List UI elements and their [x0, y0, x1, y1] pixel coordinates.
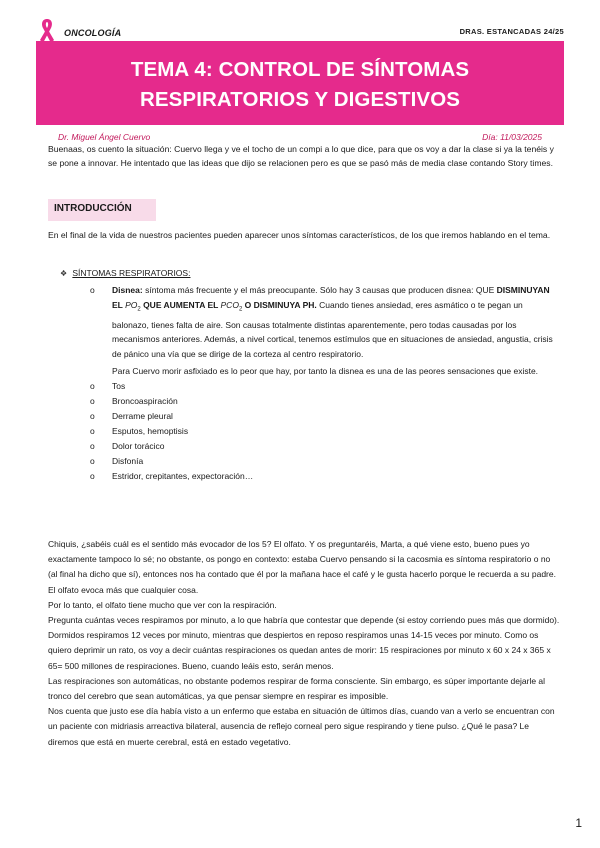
bullet: o [90, 440, 95, 451]
disnea-t2: Cuando tienes ansiedad, eres asmático o te pegan un balonazo, tienes falta de aire. Son causas totalmente distintas aparentemente, pero todas causadas por los mecanismos anteriores. Además, a nivel cortical, tenemos estímulos que en situaciones de ansiedad, angustia, crisis de pánico una vía que se dirige de la corteza al centro respiratorio. [112, 299, 553, 360]
course-label: DRAS. ESTANCADAS 24/25 [459, 27, 564, 36]
document-title [36, 55, 564, 115]
brand-title: ONCOLOGÍA [64, 28, 122, 38]
list-item-text: Esputos, hemoptisis [112, 425, 189, 436]
title-line-2: RESPIRATORIOS Y DIGESTIVOS [139, 88, 461, 111]
list-item-text: Estridor, crepitantes, expectoración… [112, 470, 254, 481]
list-item [90, 379, 560, 394]
list-item [90, 439, 560, 454]
disnea-text [112, 283, 560, 362]
paragraph-caso: Nos cuenta que justo ese día había visto a un enfermo que estaba en situación de últimos días, cuando van a verlo se encuentran con un paciente con midriasis arreactiva bilateral, ausencia de reflejo corneal pero sigue respirando y tiene pulso. ¿Qué le pasa? Le diremos que está en muerte cerebral, está en estado vegetativo. [48, 706, 555, 747]
disnea-term: Disnea: [112, 285, 143, 295]
paragraph-frecuencia: Pregunta cuántas veces respiramos por minuto, a lo que habría que contestar que depende (si estoy corriendo pues más que dormido). Dormidos respiramos 12 veces por minuto, mientras que despiertos en reposo respiramos unas 14-15 veces por minuto. Como os quiero deprimir un rato, os voy a decir cuántas respiraciones os quedan antes de morir: 15 respiraciones por minuto x 60 x 24 x 365 x 65= 500 millones de respiraciones. Bueno, cuando leáis esto, serán menos. [48, 615, 560, 671]
date: Día: 11/03/2025 [482, 132, 542, 142]
list-item [90, 409, 560, 424]
bullet: o [90, 455, 95, 466]
paragraph-automaticas: Las respiraciones son automáticas, no obstante podemos respirar de forma consciente. Sin embargo, es súper importante dejarle al tronco del cerebro que sean automáticas, ya que pensar siempre en respirar es imposible. [48, 675, 546, 702]
list-item [90, 454, 560, 469]
po2-sub: 2 [137, 306, 141, 313]
intro-paragraph: Buenaas, os cuento la situación: Cuervo llega y ve el tocho de un compi a lo que dice, para que os voy a dar la clase si ya la tenéis y se pone a innovar. He intentado que las ideas que dijo se relacionen pero es que se pasó más de media clase contando Story times. [48, 144, 554, 169]
symptom-list [90, 283, 560, 483]
bullet: o [90, 410, 95, 421]
subsection-heading [60, 268, 190, 278]
list-item [90, 469, 560, 484]
body-text [48, 537, 560, 750]
subsection-label: SÍNTOMAS RESPIRATORIOS: [72, 268, 191, 278]
list-item-text: Disfonía [112, 455, 144, 466]
list-item-text: Dolor torácico [112, 440, 165, 451]
disnea-b2: QUE AUMENTA EL [140, 299, 221, 310]
bullet: o [90, 396, 95, 407]
pco2-sub: 2 [238, 306, 243, 313]
author: Dr. Miguel Ángel Cuervo [58, 132, 151, 142]
list-item [90, 424, 560, 439]
disnea-b1: DISMINUYAN EL [112, 285, 550, 310]
section-heading: INTRODUCCIÓN [48, 199, 156, 221]
paragraph-respiracion: Por lo tanto, el olfato tiene mucho que ver con la respiración. [48, 599, 277, 610]
disnea-b3: O DISMINUYA PH. [242, 299, 317, 310]
title-banner [36, 41, 564, 125]
page-number: 1 [575, 816, 582, 830]
paragraph-olfato: Chiquis, ¿sabéis cuál es el sentido más evocador de los 5? El olfato. Y os preguntaréis, Marta, a qué viene esto, bueno pues yo exactamente tampoco lo sé; no obstante, os pongo en contexto: estaba Cuervo pensando si la cacosmia es síntoma respiratorio o no (al final ha dicho que sí), entonces nos ha contado que él por la mañana hace el café y le gusta hacerlo porque le recuerda a su padre. El olfato evoca más que cualquier cosa. [48, 539, 556, 595]
po2: PO [125, 299, 138, 310]
section-intro: En el final de la vida de nuestros pacientes pueden aparecer unos síntomas característicos, de los que iremos hablando en el tema. [48, 230, 551, 240]
pco2: PCO [220, 299, 239, 310]
bullet: o [90, 425, 95, 436]
bullet: o [90, 381, 95, 392]
list-item-text: Broncoaspiración [112, 396, 178, 407]
list-item-text: Tos [112, 381, 126, 392]
disnea-t1: síntoma más frecuente y el más preocupante. Sólo hay 3 causas que producen disnea: QUE [142, 285, 497, 295]
diamond-bullet-icon: ❖ [60, 269, 68, 278]
list-item [90, 394, 560, 409]
bullet: o [90, 285, 95, 295]
disnea-extra: Para Cuervo morir asfixiado es lo peor que hay, por tanto la disnea es una de las peores sensaciones que existe. [112, 366, 539, 377]
title-line-1: TEMA 4: CONTROL DE SÍNTOMAS [130, 58, 470, 81]
list-item-disnea [90, 283, 560, 379]
list-item-text: Derrame pleural [112, 410, 173, 421]
bullet: o [90, 470, 95, 481]
